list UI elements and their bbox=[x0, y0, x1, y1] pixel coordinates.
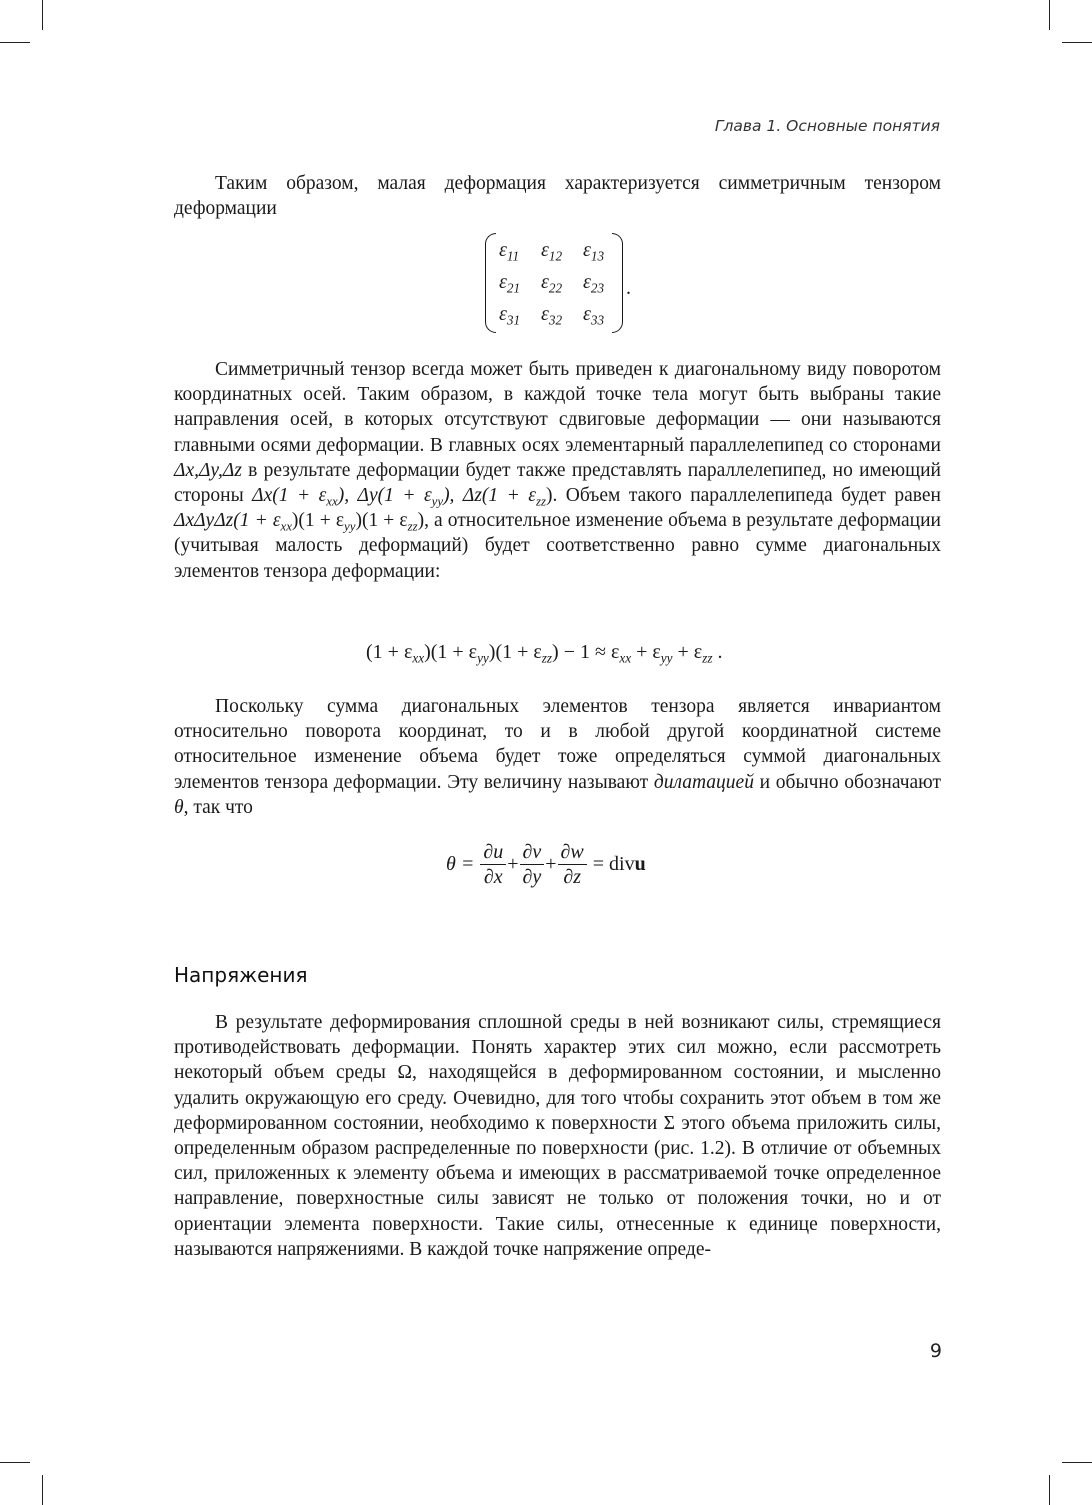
crop-mark-tl-v bbox=[42, 0, 43, 30]
fraction-dw-dz: $\frac{\partial w}{\partial z}$ bbox=[558, 840, 587, 889]
matrix-cell-13: $\varepsilon_{13}$ bbox=[583, 239, 605, 264]
matrix-period: . bbox=[626, 277, 631, 299]
strain-tensor-matrix bbox=[485, 233, 637, 335]
section-heading: Напряжения bbox=[174, 963, 308, 987]
crop-mark-tr-v bbox=[1049, 0, 1050, 30]
crop-mark-br-h bbox=[1062, 1462, 1092, 1463]
paragraph-1: Таким образом, малая деформация характеризуется симметричным тензором деформации bbox=[174, 173, 941, 220]
crop-mark-bl-v bbox=[42, 1475, 43, 1505]
matrix-cell-21: $\varepsilon_{21}$ bbox=[499, 271, 521, 296]
right-paren bbox=[612, 233, 623, 333]
paragraph-2: Симметричный тензор всегда может быть приведен к диагональному виду поворотом координатных осей. Таким образом, в каждой точке тела могут быть выбраны такие направления осей, в которых отсутствуют сдвиговые деформации — они называются главными осями деформации. В главных осях элементарный параллелепипед со сторонами Δx,Δy,Δz в результате деформации будет также представлять параллелепипед, но имеющий стороны $\Delta x(1 + \varepsilon_{xx})$, $\Delta y(1 + \varepsilon_{yy})$, $\Delta z(1 + \varepsilon_{zz})$. Объем такого параллелепипеда будет равен $\Delta x\Delta y\Delta z(1 + \varepsilon_{xx})(1 + \varepsilon_{yy})(1 + \varepsilon_{zz})$, а относительное изменение объема в результате деформации (учитывая малость деформаций) будет соответственно равно сумме диагональных элементов тензора деформации: bbox=[174, 359, 941, 582]
equation-dilatation: θ = $\frac{\partial u}{\partial x}$ + $\frac{\partial v}{\partial y}$ + $\frac{\partial w}{\partial z}$ = divu bbox=[446, 841, 646, 888]
matrix-cell-11: $\varepsilon_{11}$ bbox=[499, 239, 520, 264]
matrix-cell-32: $\varepsilon_{32}$ bbox=[541, 303, 563, 328]
page-number: 9 bbox=[929, 1340, 942, 1362]
crop-mark-bl-h bbox=[0, 1462, 30, 1463]
crop-mark-br-v bbox=[1049, 1475, 1050, 1505]
fraction-dv-dy: $\frac{\partial v}{\partial y}$ bbox=[520, 840, 545, 889]
matrix-cell-31: $\varepsilon_{31}$ bbox=[499, 303, 521, 328]
equation-volume-change: $(1 + \varepsilon_{xx})(1 + \varepsilon_{yy})(1 + \varepsilon_{zz}) - 1 \approx \varepsilon_{xx} + \varepsilon_{yy} + \varepsilon_{zz}$ . bbox=[366, 641, 723, 666]
crop-mark-tl-h bbox=[0, 42, 30, 43]
term-dilatation: дилатацией bbox=[653, 771, 754, 793]
matrix-cell-22: $\varepsilon_{22}$ bbox=[541, 271, 563, 296]
crop-mark-tr-h bbox=[1062, 42, 1092, 43]
paragraph-4: В результате деформирования сплошной среды в ней возникают силы, стремящиеся противодействовать деформации. Понять характер этих сил можно, если рассмотреть некоторый объем среды Ω, находящейся в деформированном состоянии, и мысленно удалить окружающую его среду. Очевидно, для того чтобы сохранить этот объем в том же деформированном состоянии, необходимо к поверхности Σ этого объема приложить силы, определенным образом распределенные по поверхности (рис. 1.2). В отличие от объемных сил, приложенных к элементу объема и имеющих в рассматриваемой точке определенное направление, поверхностные силы зависят не только от положения точки, но и от ориентации элемента поверхности. Такие силы, отнесенные к единице поверхности, называются напряжениями. В каждой точке напряжение опреде- bbox=[174, 1012, 941, 1260]
matrix-cell-23: $\varepsilon_{23}$ bbox=[583, 271, 605, 296]
paragraph-3: Поскольку сумма диагональных элементов тензора является инвариантом относительно поворота координат, то и в любой другой координатной системе относительное изменение объема будет тоже определяться суммой диагональных элементов тензора деформации. Эту величину называют дилатацией и обычно обозначают θ, так что bbox=[174, 696, 941, 818]
running-header: Глава 1. Основные понятия bbox=[714, 117, 940, 135]
matrix-cell-12: $\varepsilon_{12}$ bbox=[541, 239, 563, 264]
left-paren bbox=[485, 233, 496, 333]
fraction-du-dx: $\frac{\partial u}{\partial x}$ bbox=[480, 840, 506, 889]
matrix-cell-33: $\varepsilon_{33}$ bbox=[583, 303, 605, 328]
